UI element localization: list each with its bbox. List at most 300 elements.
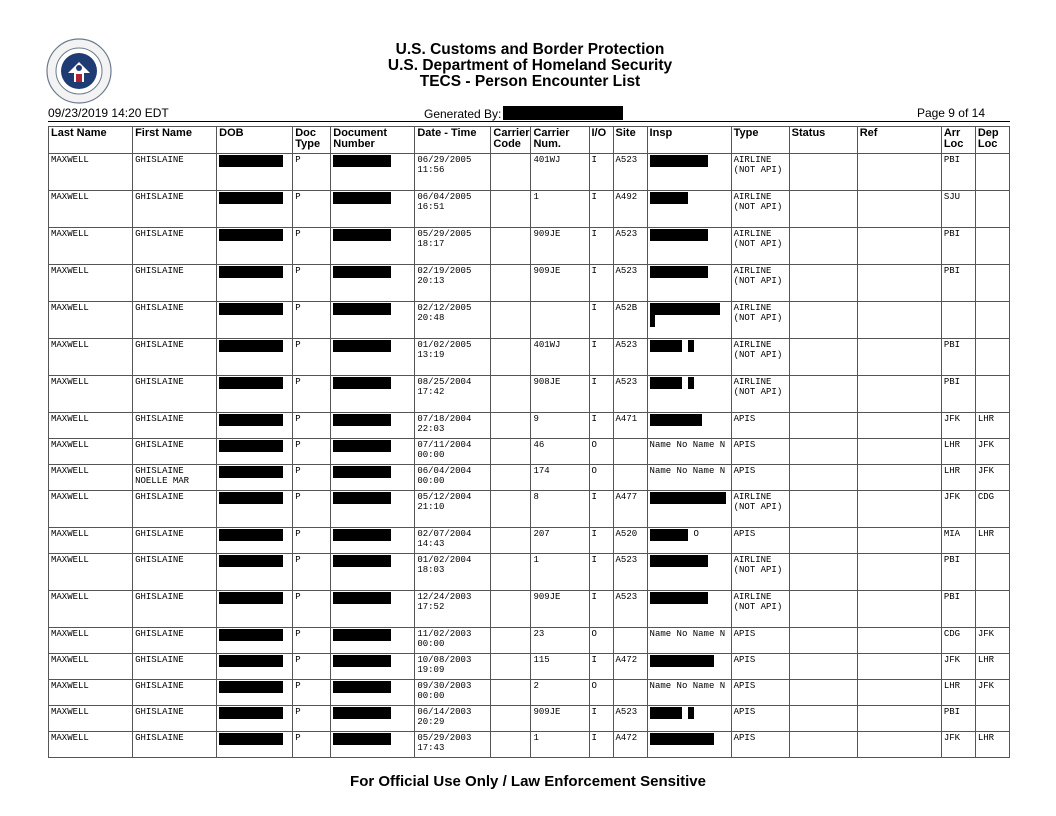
dep-loc-cell bbox=[975, 339, 1009, 376]
carrier-code-cell bbox=[491, 554, 531, 591]
insp-cell bbox=[647, 491, 731, 528]
date-time-cell: 05/29/2003 17:43 bbox=[415, 732, 491, 758]
first-name-cell: GHISLAINE bbox=[133, 528, 217, 554]
redaction-block bbox=[650, 315, 655, 327]
insp-cell bbox=[647, 413, 731, 439]
ref-cell bbox=[857, 302, 941, 339]
carrier-code-cell bbox=[491, 191, 531, 228]
document-number-cell bbox=[331, 413, 415, 439]
io-cell: I bbox=[589, 491, 613, 528]
carrier-num-cell: 8 bbox=[531, 491, 589, 528]
redaction-block bbox=[650, 555, 708, 567]
redaction-block bbox=[333, 414, 391, 426]
column-header: Dep Loc bbox=[975, 127, 1009, 154]
doc-type-cell: P bbox=[293, 628, 331, 654]
document-number-cell bbox=[331, 528, 415, 554]
report-subheader bbox=[48, 106, 1010, 122]
generated-by-label: Generated By: bbox=[424, 107, 502, 121]
redaction-block bbox=[688, 707, 694, 719]
ref-cell bbox=[857, 732, 941, 758]
site-cell: A523 bbox=[613, 706, 647, 732]
carrier-num-cell: 909JE bbox=[531, 265, 589, 302]
arr-loc-cell: JFK bbox=[941, 732, 975, 758]
type-cell: AIRLINE (NOT API) bbox=[731, 491, 789, 528]
dob-cell bbox=[217, 554, 293, 591]
type-cell: AIRLINE (NOT API) bbox=[731, 339, 789, 376]
date-time-cell: 12/24/2003 17:52 bbox=[415, 591, 491, 628]
dep-loc-cell: CDG bbox=[975, 491, 1009, 528]
redaction-block bbox=[333, 466, 391, 478]
type-cell: APIS bbox=[731, 680, 789, 706]
io-cell: I bbox=[589, 706, 613, 732]
carrier-num-cell: 207 bbox=[531, 528, 589, 554]
doc-type-cell: P bbox=[293, 465, 331, 491]
dep-loc-cell: LHR bbox=[975, 413, 1009, 439]
carrier-code-cell bbox=[491, 228, 531, 265]
redaction-block bbox=[333, 629, 391, 641]
redaction-block bbox=[219, 155, 283, 167]
date-time-cell: 08/25/2004 17:42 bbox=[415, 376, 491, 413]
site-cell: A477 bbox=[613, 491, 647, 528]
date-time-cell: 01/02/2005 13:19 bbox=[415, 339, 491, 376]
arr-loc-cell: PBI bbox=[941, 706, 975, 732]
redaction-block bbox=[219, 681, 283, 693]
first-name-cell: GHISLAINE bbox=[133, 491, 217, 528]
column-header: I/O bbox=[589, 127, 613, 154]
page-indicator: Page 9 of 14 bbox=[916, 106, 985, 120]
doc-type-cell: P bbox=[293, 528, 331, 554]
table-row bbox=[49, 528, 1010, 554]
last-name-cell: MAXWELL bbox=[49, 302, 133, 339]
carrier-num-cell: 401WJ bbox=[531, 339, 589, 376]
redaction-block bbox=[650, 529, 688, 541]
redaction-block bbox=[650, 492, 726, 504]
dob-cell bbox=[217, 439, 293, 465]
site-cell: A523 bbox=[613, 376, 647, 413]
date-time-cell: 10/08/2003 19:09 bbox=[415, 654, 491, 680]
redaction-block bbox=[333, 592, 391, 604]
redaction-block bbox=[219, 492, 283, 504]
doc-type-cell: P bbox=[293, 376, 331, 413]
carrier-code-cell bbox=[491, 491, 531, 528]
last-name-cell: MAXWELL bbox=[49, 265, 133, 302]
document-number-cell bbox=[331, 154, 415, 191]
type-cell: APIS bbox=[731, 654, 789, 680]
carrier-code-cell bbox=[491, 413, 531, 439]
dep-loc-cell: LHR bbox=[975, 528, 1009, 554]
first-name-cell: GHISLAINE bbox=[133, 706, 217, 732]
dep-loc-cell bbox=[975, 554, 1009, 591]
last-name-cell: MAXWELL bbox=[49, 528, 133, 554]
date-time-cell: 02/07/2004 14:43 bbox=[415, 528, 491, 554]
ref-cell bbox=[857, 491, 941, 528]
dep-loc-cell bbox=[975, 154, 1009, 191]
insp-cell bbox=[647, 154, 731, 191]
status-cell bbox=[789, 554, 857, 591]
insp-cell bbox=[647, 265, 731, 302]
column-header: Type bbox=[731, 127, 789, 154]
arr-loc-cell: JFK bbox=[941, 491, 975, 528]
table-row bbox=[49, 654, 1010, 680]
first-name-cell: GHISLAINE bbox=[133, 413, 217, 439]
carrier-code-cell bbox=[491, 302, 531, 339]
site-cell: A472 bbox=[613, 732, 647, 758]
dep-loc-cell: JFK bbox=[975, 439, 1009, 465]
type-cell: AIRLINE (NOT API) bbox=[731, 376, 789, 413]
carrier-num-cell bbox=[531, 302, 589, 339]
io-cell: I bbox=[589, 732, 613, 758]
status-cell bbox=[789, 591, 857, 628]
carrier-code-cell bbox=[491, 376, 531, 413]
column-header: Site bbox=[613, 127, 647, 154]
redaction-block bbox=[219, 655, 283, 667]
dob-cell bbox=[217, 265, 293, 302]
redaction-block bbox=[333, 492, 391, 504]
redaction-block bbox=[650, 266, 708, 278]
type-cell: APIS bbox=[731, 439, 789, 465]
site-cell: A52B bbox=[613, 302, 647, 339]
type-cell: AIRLINE (NOT API) bbox=[731, 228, 789, 265]
dep-loc-cell bbox=[975, 191, 1009, 228]
document-number-cell bbox=[331, 465, 415, 491]
table-row bbox=[49, 228, 1010, 265]
dob-cell bbox=[217, 302, 293, 339]
carrier-code-cell bbox=[491, 465, 531, 491]
site-cell bbox=[613, 680, 647, 706]
date-time-cell: 06/04/2005 16:51 bbox=[415, 191, 491, 228]
arr-loc-cell: CDG bbox=[941, 628, 975, 654]
redaction-block bbox=[650, 592, 708, 604]
redaction-block bbox=[219, 440, 283, 452]
doc-type-cell: P bbox=[293, 191, 331, 228]
redaction-block bbox=[650, 733, 714, 745]
classification-footer: For Official Use Only / Law Enforcement Sensitive bbox=[350, 773, 706, 790]
generated-by bbox=[424, 106, 623, 121]
date-time-cell: 06/14/2003 20:29 bbox=[415, 706, 491, 732]
redaction-block bbox=[333, 733, 391, 745]
last-name-cell: MAXWELL bbox=[49, 228, 133, 265]
dob-cell bbox=[217, 628, 293, 654]
dep-loc-cell bbox=[975, 591, 1009, 628]
io-cell: I bbox=[589, 413, 613, 439]
site-cell bbox=[613, 628, 647, 654]
dob-cell bbox=[217, 491, 293, 528]
type-cell: APIS bbox=[731, 528, 789, 554]
redaction-block bbox=[333, 192, 391, 204]
doc-type-cell: P bbox=[293, 228, 331, 265]
redaction-block bbox=[333, 655, 391, 667]
document-number-cell bbox=[331, 191, 415, 228]
carrier-num-cell: 1 bbox=[531, 732, 589, 758]
insp-cell bbox=[647, 302, 731, 339]
last-name-cell: MAXWELL bbox=[49, 680, 133, 706]
status-cell bbox=[789, 413, 857, 439]
carrier-code-cell bbox=[491, 680, 531, 706]
insp-cell bbox=[647, 554, 731, 591]
carrier-num-cell: 115 bbox=[531, 654, 589, 680]
redaction-block bbox=[333, 340, 391, 352]
dep-loc-cell: JFK bbox=[975, 628, 1009, 654]
document-number-cell bbox=[331, 554, 415, 591]
io-cell: I bbox=[589, 302, 613, 339]
status-cell bbox=[789, 376, 857, 413]
redaction-block bbox=[333, 529, 391, 541]
status-cell bbox=[789, 628, 857, 654]
last-name-cell: MAXWELL bbox=[49, 413, 133, 439]
status-cell bbox=[789, 302, 857, 339]
status-cell bbox=[789, 491, 857, 528]
dob-cell bbox=[217, 413, 293, 439]
carrier-num-cell: 401WJ bbox=[531, 154, 589, 191]
table-row bbox=[49, 302, 1010, 339]
redaction-block bbox=[219, 229, 283, 241]
carrier-num-cell: 46 bbox=[531, 439, 589, 465]
column-header: Status bbox=[789, 127, 857, 154]
io-cell: O bbox=[589, 439, 613, 465]
redaction-block bbox=[650, 229, 708, 241]
first-name-cell: GHISLAINE bbox=[133, 654, 217, 680]
arr-loc-cell: JFK bbox=[941, 654, 975, 680]
carrier-num-cell: 908JE bbox=[531, 376, 589, 413]
carrier-code-cell bbox=[491, 339, 531, 376]
ref-cell bbox=[857, 528, 941, 554]
redaction-block bbox=[219, 733, 283, 745]
document-number-cell bbox=[331, 732, 415, 758]
column-header: Carrier Num. bbox=[531, 127, 589, 154]
document-number-cell bbox=[331, 706, 415, 732]
last-name-cell: MAXWELL bbox=[49, 465, 133, 491]
dep-loc-cell bbox=[975, 228, 1009, 265]
status-cell bbox=[789, 654, 857, 680]
ref-cell bbox=[857, 191, 941, 228]
date-time-cell: 05/12/2004 21:10 bbox=[415, 491, 491, 528]
doc-type-cell: P bbox=[293, 654, 331, 680]
type-cell: AIRLINE (NOT API) bbox=[731, 554, 789, 591]
last-name-cell: MAXWELL bbox=[49, 439, 133, 465]
last-name-cell: MAXWELL bbox=[49, 554, 133, 591]
column-header: Ref bbox=[857, 127, 941, 154]
redaction-block bbox=[219, 555, 283, 567]
io-cell: I bbox=[589, 528, 613, 554]
carrier-num-cell: 23 bbox=[531, 628, 589, 654]
table-row bbox=[49, 554, 1010, 591]
table-row bbox=[49, 154, 1010, 191]
column-header: DOB bbox=[217, 127, 293, 154]
io-cell: O bbox=[589, 680, 613, 706]
table-row bbox=[49, 265, 1010, 302]
redaction-block bbox=[333, 555, 391, 567]
table-row bbox=[49, 491, 1010, 528]
type-cell: APIS bbox=[731, 706, 789, 732]
dob-cell bbox=[217, 680, 293, 706]
generated-by-redaction bbox=[503, 106, 623, 120]
document-number-cell bbox=[331, 654, 415, 680]
ref-cell bbox=[857, 465, 941, 491]
ref-cell bbox=[857, 628, 941, 654]
document-number-cell bbox=[331, 591, 415, 628]
last-name-cell: MAXWELL bbox=[49, 154, 133, 191]
dep-loc-cell: JFK bbox=[975, 680, 1009, 706]
ref-cell bbox=[857, 654, 941, 680]
first-name-cell: GHISLAINE bbox=[133, 591, 217, 628]
dob-cell bbox=[217, 706, 293, 732]
site-cell: A523 bbox=[613, 228, 647, 265]
first-name-cell: GHISLAINE bbox=[133, 732, 217, 758]
status-cell bbox=[789, 439, 857, 465]
type-cell: AIRLINE (NOT API) bbox=[731, 302, 789, 339]
dep-loc-cell bbox=[975, 376, 1009, 413]
dob-cell bbox=[217, 465, 293, 491]
last-name-cell: MAXWELL bbox=[49, 732, 133, 758]
redaction-block bbox=[650, 303, 720, 315]
document-number-cell bbox=[331, 265, 415, 302]
dob-cell bbox=[217, 654, 293, 680]
arr-loc-cell: PBI bbox=[941, 591, 975, 628]
ref-cell bbox=[857, 376, 941, 413]
carrier-code-cell bbox=[491, 154, 531, 191]
insp-suffix: O bbox=[693, 529, 699, 539]
type-cell: AIRLINE (NOT API) bbox=[731, 265, 789, 302]
column-header: Arr Loc bbox=[941, 127, 975, 154]
io-cell: I bbox=[589, 591, 613, 628]
document-number-cell bbox=[331, 491, 415, 528]
redaction-block bbox=[650, 414, 702, 426]
insp-cell bbox=[647, 228, 731, 265]
site-cell: A523 bbox=[613, 265, 647, 302]
status-cell bbox=[789, 339, 857, 376]
dep-loc-cell: LHR bbox=[975, 654, 1009, 680]
ref-cell bbox=[857, 680, 941, 706]
report-title bbox=[330, 42, 730, 90]
insp-cell bbox=[647, 706, 731, 732]
first-name-cell: GHISLAINE bbox=[133, 154, 217, 191]
first-name-cell: GHISLAINE bbox=[133, 191, 217, 228]
dep-loc-cell: JFK bbox=[975, 465, 1009, 491]
dob-cell bbox=[217, 228, 293, 265]
dep-loc-cell bbox=[975, 706, 1009, 732]
site-cell: A472 bbox=[613, 654, 647, 680]
redaction-block bbox=[333, 155, 391, 167]
site-cell: A492 bbox=[613, 191, 647, 228]
table-row bbox=[49, 191, 1010, 228]
redaction-block bbox=[333, 440, 391, 452]
status-cell bbox=[789, 706, 857, 732]
redaction-block bbox=[219, 303, 283, 315]
date-time-cell: 06/04/2004 00:00 bbox=[415, 465, 491, 491]
arr-loc-cell: LHR bbox=[941, 680, 975, 706]
date-time-cell: 07/11/2004 00:00 bbox=[415, 439, 491, 465]
table-row bbox=[49, 413, 1010, 439]
type-cell: AIRLINE (NOT API) bbox=[731, 591, 789, 628]
insp-cell bbox=[647, 654, 731, 680]
dep-loc-cell bbox=[975, 265, 1009, 302]
last-name-cell: MAXWELL bbox=[49, 591, 133, 628]
carrier-code-cell bbox=[491, 706, 531, 732]
redaction-block bbox=[219, 266, 283, 278]
type-cell: APIS bbox=[731, 413, 789, 439]
header-line-1: U.S. Customs and Border Protection bbox=[395, 41, 665, 58]
dob-cell bbox=[217, 591, 293, 628]
table-row bbox=[49, 465, 1010, 491]
insp-cell bbox=[647, 376, 731, 413]
status-cell bbox=[789, 154, 857, 191]
doc-type-cell: P bbox=[293, 154, 331, 191]
doc-type-cell: P bbox=[293, 302, 331, 339]
column-header: Carrier Code bbox=[491, 127, 531, 154]
column-header: Insp bbox=[647, 127, 731, 154]
dob-cell bbox=[217, 376, 293, 413]
site-cell: A523 bbox=[613, 339, 647, 376]
site-cell: A523 bbox=[613, 591, 647, 628]
io-cell: I bbox=[589, 376, 613, 413]
redaction-block bbox=[333, 377, 391, 389]
ref-cell bbox=[857, 591, 941, 628]
column-header: Last Name bbox=[49, 127, 133, 154]
first-name-cell: GHISLAINE bbox=[133, 439, 217, 465]
carrier-code-cell bbox=[491, 628, 531, 654]
dob-cell bbox=[217, 528, 293, 554]
ref-cell bbox=[857, 706, 941, 732]
ref-cell bbox=[857, 439, 941, 465]
first-name-cell: GHISLAINE bbox=[133, 228, 217, 265]
first-name-cell: GHISLAINE NOELLE MAR bbox=[133, 465, 217, 491]
table-row bbox=[49, 706, 1010, 732]
arr-loc-cell: JFK bbox=[941, 413, 975, 439]
table-row bbox=[49, 376, 1010, 413]
arr-loc-cell: PBI bbox=[941, 376, 975, 413]
carrier-num-cell: 909JE bbox=[531, 591, 589, 628]
site-cell bbox=[613, 439, 647, 465]
redaction-block bbox=[333, 229, 391, 241]
table-row bbox=[49, 680, 1010, 706]
carrier-code-cell bbox=[491, 591, 531, 628]
carrier-code-cell bbox=[491, 732, 531, 758]
carrier-num-cell: 909JE bbox=[531, 228, 589, 265]
first-name-cell: GHISLAINE bbox=[133, 680, 217, 706]
table-row bbox=[49, 732, 1010, 758]
redaction-block bbox=[219, 466, 283, 478]
status-cell bbox=[789, 465, 857, 491]
io-cell: I bbox=[589, 154, 613, 191]
insp-cell bbox=[647, 591, 731, 628]
table-row bbox=[49, 591, 1010, 628]
first-name-cell: GHISLAINE bbox=[133, 339, 217, 376]
io-cell: I bbox=[589, 191, 613, 228]
insp-cell: Name No Name N bbox=[647, 439, 731, 465]
doc-type-cell: P bbox=[293, 413, 331, 439]
report-timestamp: 09/23/2019 14:20 EDT bbox=[48, 106, 169, 120]
io-cell: I bbox=[589, 228, 613, 265]
redaction-block bbox=[219, 414, 283, 426]
document-number-cell bbox=[331, 439, 415, 465]
carrier-num-cell: 1 bbox=[531, 554, 589, 591]
first-name-cell: GHISLAINE bbox=[133, 302, 217, 339]
date-time-cell: 02/12/2005 20:48 bbox=[415, 302, 491, 339]
doc-type-cell: P bbox=[293, 339, 331, 376]
ref-cell bbox=[857, 154, 941, 191]
redaction-block bbox=[219, 707, 283, 719]
date-time-cell: 11/02/2003 00:00 bbox=[415, 628, 491, 654]
dob-cell bbox=[217, 154, 293, 191]
document-number-cell bbox=[331, 628, 415, 654]
table-row bbox=[49, 339, 1010, 376]
arr-loc-cell: SJU bbox=[941, 191, 975, 228]
redaction-block bbox=[688, 340, 694, 352]
ref-cell bbox=[857, 339, 941, 376]
status-cell bbox=[789, 680, 857, 706]
last-name-cell: MAXWELL bbox=[49, 654, 133, 680]
first-name-cell: GHISLAINE bbox=[133, 376, 217, 413]
